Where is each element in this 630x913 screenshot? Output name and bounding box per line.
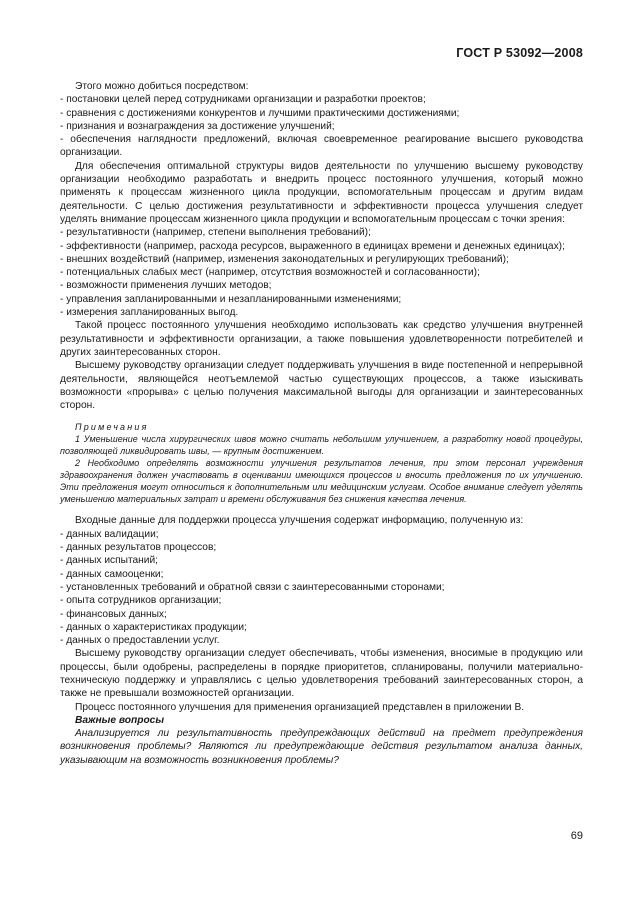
intro-item: - постановки целей перед сотрудниками организации и разработки проектов; xyxy=(60,94,426,106)
input-item: - опыта сотрудников организации; xyxy=(60,595,222,607)
intro-item: - обеспечения наглядности предложений, включая своевременное реагирование высшего руководства организации. xyxy=(60,134,583,159)
support-paragraph: Высшему руководству организации следует поддерживать улучшения в виде постепенной и непрерывной деятельности, являющейся неотъемлемой частью существующих процессов, а также изыскивать возможности «прорыва» с целью получения максимальной выгоды для организации и заинтересованных сторон. xyxy=(60,360,583,412)
input-item: - данных испытаний; xyxy=(60,555,159,567)
input-item: - данных результатов процессов; xyxy=(60,542,217,554)
aspect-item: - внешних воздействий (например, изменения законодательных и регулирующих требований); xyxy=(60,253,509,265)
intro-item: - сравнения с достижениями конкурентов и лучшими практическими достижениями; xyxy=(60,107,460,119)
aspect-item: - измерения запланированных выгод. xyxy=(60,307,239,319)
document-code: ГОСТ Р 53092—2008 xyxy=(456,46,583,60)
note-item: 1 Уменьшение числа хирургических швов можно считать небольшим улучшением, а разработку новой процедуры, позволяющей ликвидировать швы, — крупным достижением. xyxy=(60,434,583,457)
important-questions-title: Важные вопросы xyxy=(75,714,165,726)
process-paragraph: Такой процесс постоянного улучшения необходимо использовать как средство улучшения внутренней результативности и эффективности организации, а также повышения удовлетворенности потребителей и других заинтересованных сторон. xyxy=(60,320,583,358)
notes-block xyxy=(60,421,583,505)
aspect-item: - возможности применения лучших методов; xyxy=(60,280,272,292)
structure-paragraph: Для обеспечения оптимальной структуры видов деятельности по улучшению высшему руководству организации необходимо разработать и внедрить процесс постоянного улучшения, который можно применять к процессам жизненного цикла продукции, вспомогательным процессам и другим видам деятельности. С целью достижения результативности и эффективности процесса улучшения следует уделять внимание процессам жизненного цикла продукции и вспомогательным процессам с точки зрения: xyxy=(60,160,583,225)
input-item: - установленных требований и обратной связи с заинтересованными сторонами; xyxy=(60,581,445,593)
important-question: Анализируется ли результативность предупреждающих действий на предмет предупреждения возникновения проблемы? Являются ли предупреждающие действия результатом анализа данных, указывающим на возможность возникновения проблемы? xyxy=(60,728,583,766)
notes-title: Примечания xyxy=(75,422,149,433)
document-body xyxy=(60,80,583,767)
inputs-intro: Входные данные для поддержки процесса улучшения содержат информацию, полученную из: xyxy=(75,515,524,527)
note-item: 2 Необходимо определять возможности улучшения результатов лечения, при этом персонал учреждения здравоохранения должен участвовать в оценивании имеющихся процессов и вносить предложения по их улучшению. Эти предложения могут относиться к дополнительным или медицинским услугам. Особое внимание следует уделять уменьшению материальных затрат и времени обслуживания без снижения качества лечения. xyxy=(60,458,583,505)
input-item: - данных валидации; xyxy=(60,528,159,540)
aspect-item: - результативности (например, степени выполнения требований); xyxy=(60,227,371,239)
appendix-paragraph: Процесс постоянного улучшения для применения организацией представлен в приложении В. xyxy=(75,701,525,713)
input-item: - данных о предоставлении услуг. xyxy=(60,635,220,647)
input-item: - финансовых данных; xyxy=(60,608,167,620)
page-number: 69 xyxy=(570,830,583,842)
input-item: - данных о характеристиках продукции; xyxy=(60,621,247,633)
intro-item: - признания и вознаграждения за достижение улучшений; xyxy=(60,120,335,132)
intro-paragraph: Этого можно добиться посредством: xyxy=(75,81,249,92)
input-item: - данных самооценки; xyxy=(60,568,164,580)
management-paragraph: Высшему руководству организации следует обеспечивать, чтобы изменения, вносимые в продукцию или процессы, были одобрены, распределены в порядке приоритетов, спланированы, получили материально-техническую поддержку и управлялись с целью удовлетворения требований заинтересованных сторон, а также не превышали возможностей организации. xyxy=(60,648,583,700)
aspect-item: - эффективности (например, расхода ресурсов, выраженного в единицах времени и денежных единицах); xyxy=(60,240,565,252)
aspect-item: - управления запланированными и незапланированными изменениями; xyxy=(60,293,402,305)
aspect-item: - потенциальных слабых мест (например, отсутствия возможностей и согласованности); xyxy=(60,267,480,279)
